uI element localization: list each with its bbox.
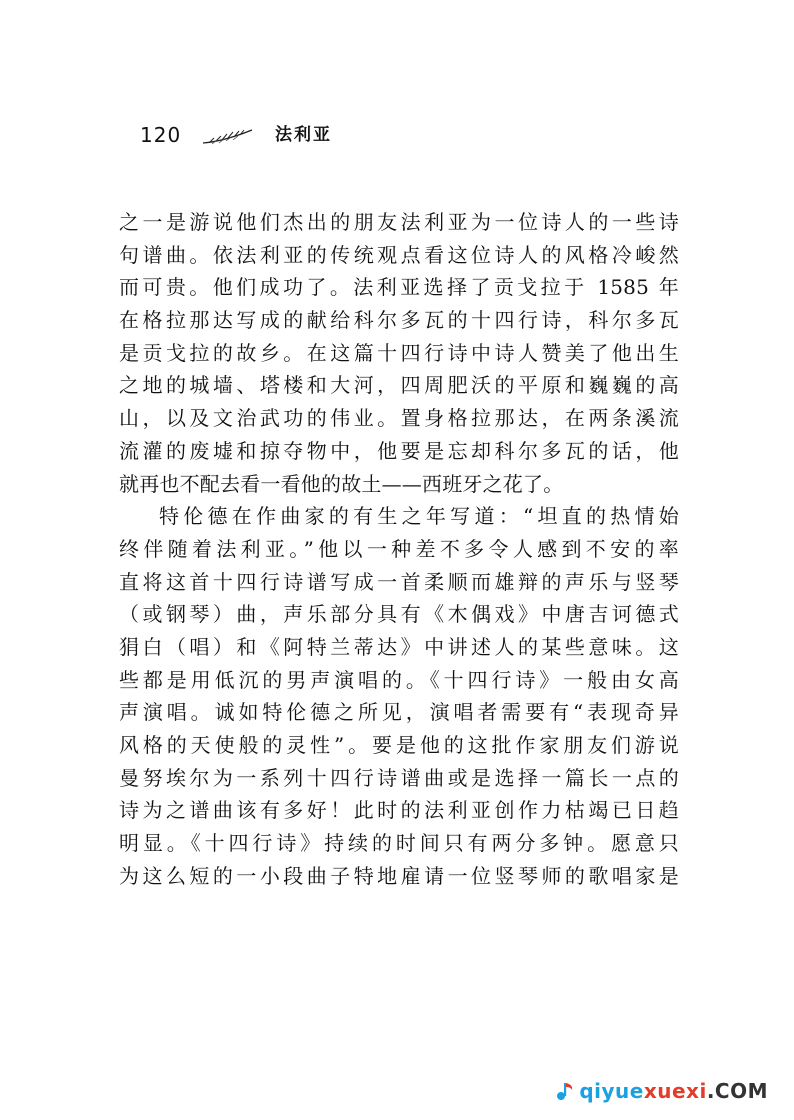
text-line: 就再也不配去看一看他的故土——西班牙之花了。 (119, 471, 564, 496)
text-line: 声演唱。诚如特伦德之所见，演唱者需要有“表现奇异 (119, 700, 679, 725)
text-line: 句谱曲。依法利亚的传统观点看这位诗人的风格冷峻然 (119, 242, 679, 267)
text-line: 之一是游说他们杰出的朋友法利亚为一位诗人的一些诗 (119, 210, 679, 234)
site-watermark (554, 1076, 768, 1106)
text-line: 特伦德在作曲家的有生之年写道：“坦直的热情始 (159, 504, 679, 529)
watermark-logo (554, 1079, 768, 1103)
text-line: 在格拉那达写成的献给科尔多瓦的十四行诗，科尔多瓦 (119, 308, 679, 333)
body-text (119, 206, 679, 892)
text-line: 风格的天使般的灵性”。要是他的这批作家朋友们游说 (119, 733, 679, 757)
watermark-part-3: .COM (706, 1079, 768, 1103)
page-number: 120 (140, 123, 182, 147)
text-line: 曼努埃尔为一系列十四行诗谱曲或是选择一篇长一点的 (119, 765, 679, 790)
text-line: 狷白（唱）和《阿特兰蒂达》中讲述人的某些意味。这 (119, 634, 679, 659)
watermark-part-2: xuexi (643, 1079, 707, 1103)
text-line: 山，以及文治武功的伟业。置身格拉那达，在两条溪流 (119, 406, 679, 431)
running-title: 法利亚 (275, 125, 332, 145)
watermark-part-1: qiyue (579, 1079, 644, 1103)
music-note-icon (554, 1080, 576, 1102)
text-line: 而可贵。他们成功了。法利亚选择了贡戈拉于 1585 年 (119, 275, 679, 300)
text-line: 诗为之谱曲该有多好！此时的法利亚创作力枯竭已日趋 (119, 798, 679, 823)
text-line: 之地的城墙、塔楼和大河，四周肥沃的平原和巍巍的高 (119, 373, 679, 398)
text-line: 明显。《十四行诗》持续的时间只有两分多钟。愿意只 (119, 831, 679, 856)
text-line: 些都是用低沉的男声演唱的。《十四行诗》一般由女高 (119, 667, 679, 692)
text-line: （或钢琴）曲，声乐部分具有《木偶戏》中唐吉诃德式 (119, 602, 679, 627)
page-header (140, 122, 460, 152)
text-line: 为这么短的一小段曲子特地雇请一位竖琴师的歌唱家是 (119, 863, 679, 888)
text-line: 是贡戈拉的故乡。在这篇十四行诗中诗人赞美了他出生 (119, 340, 679, 365)
feather-ornament-icon (202, 128, 254, 146)
text-line: 直将这首十四行诗谱写成一首柔顺而雄辩的声乐与竖琴 (119, 569, 679, 594)
text-line: 终伴随着法利亚。”他以一种差不多令人感到不安的率 (119, 536, 679, 561)
text-line: 流灌的废墟和掠夺物中，他要是忘却科尔多瓦的话，他 (119, 438, 679, 463)
